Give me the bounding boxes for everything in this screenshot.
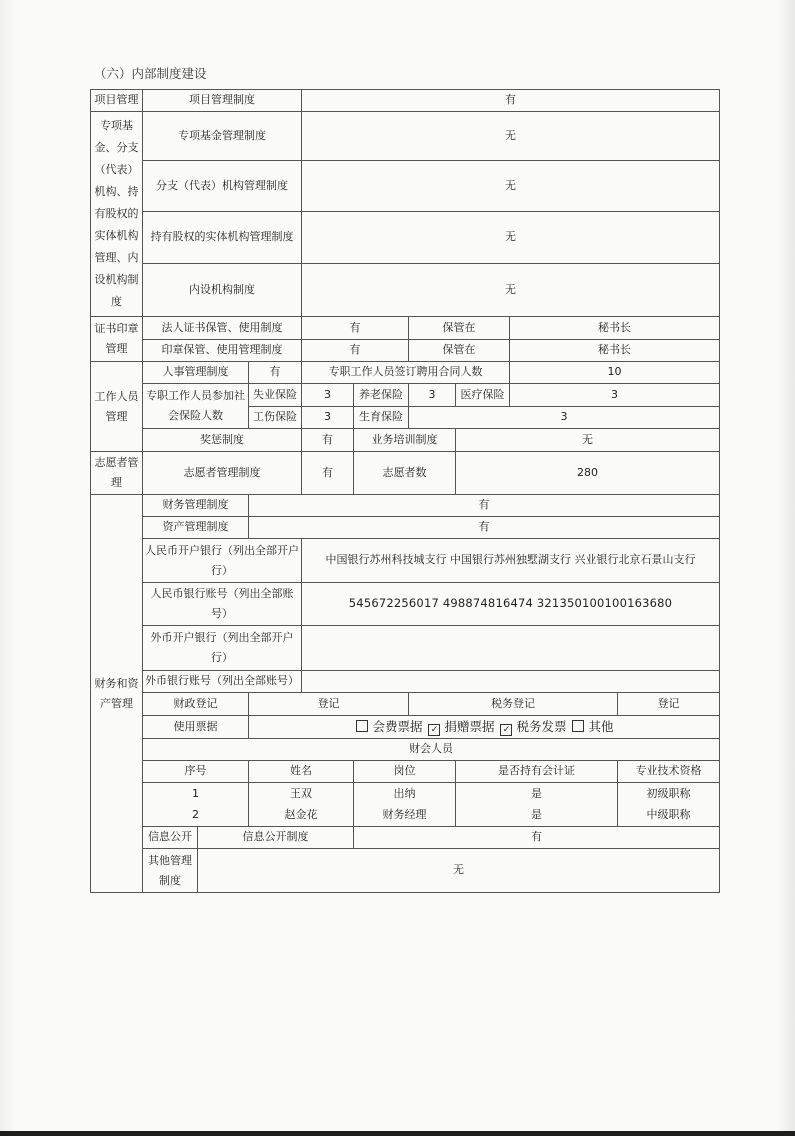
other-value: 无 xyxy=(198,849,720,893)
fin-value: 有 xyxy=(248,495,719,517)
hr-label: 人事管理制度 xyxy=(143,362,249,384)
tax-label: 税务登记 xyxy=(409,693,618,716)
medical-label: 医疗保险 xyxy=(456,384,510,407)
rmb-bank-value: 中国银行苏州科技城支行 中国银行苏州独墅湖支行 兴业银行北京石景山支行 xyxy=(302,539,720,583)
finance-category: 财务和资产管理 xyxy=(91,495,143,893)
acc-header-no: 序号 xyxy=(143,761,249,783)
acc-header-post: 岗位 xyxy=(354,761,456,783)
internal-system-table xyxy=(90,89,720,893)
special-item-4: 内设机构制度 xyxy=(143,264,302,317)
acc-row-1-title: 初级职称 xyxy=(618,783,720,805)
special-value-3: 无 xyxy=(302,212,720,264)
special-value-2: 无 xyxy=(302,161,720,212)
seal-keeper-2: 秘书长 xyxy=(510,340,720,362)
fin-label: 财务管理制度 xyxy=(143,495,249,517)
other-category: 其他管理制度 xyxy=(143,849,198,893)
project-item: 项目管理制度 xyxy=(143,90,302,112)
acc-row-1-post: 出纳 xyxy=(354,783,456,805)
special-category: 专项基金、分支（代表）机构、持有股权的实体机构管理、内设机构制度 xyxy=(91,112,143,317)
volunteer-count: 280 xyxy=(456,452,720,495)
ticket-label: 使用票据 xyxy=(143,716,249,739)
insured-label: 专职工作人员参加社会保险人数 xyxy=(143,384,249,429)
ticket-option-membership[interactable]: 会费票据 xyxy=(354,719,422,734)
volunteer-item: 志愿者管理制度 xyxy=(143,452,302,495)
fx-bank-label: 外币开户银行（列出全部开户行） xyxy=(143,626,302,671)
acc-row-1-no: 1 xyxy=(143,783,249,805)
asset-value: 有 xyxy=(248,517,719,539)
injury-label: 工伤保险 xyxy=(248,407,301,429)
maternity-value: 3 xyxy=(409,407,720,429)
special-item-1: 专项基金管理制度 xyxy=(143,112,302,161)
seal-value-2: 有 xyxy=(302,340,409,362)
checkbox-unchecked-icon[interactable] xyxy=(356,720,368,732)
page-bottom-edge xyxy=(0,1131,795,1136)
training-value: 无 xyxy=(456,429,720,452)
ticket-option-tax-invoice[interactable]: ✓ 税务发票 xyxy=(498,719,566,734)
contract-label: 专职工作人员签订聘用合同人数 xyxy=(302,362,510,384)
maternity-label: 生育保险 xyxy=(354,407,409,429)
rmb-bank-label: 人民币开户银行（列出全部开户行） xyxy=(143,539,302,583)
acc-row-1-name: 王双 xyxy=(248,783,353,805)
special-item-2: 分支（代表）机构管理制度 xyxy=(143,161,302,212)
contract-value: 10 xyxy=(510,362,720,384)
acc-header-certificate: 是否持有会计证 xyxy=(456,761,618,783)
special-value-4: 无 xyxy=(302,264,720,317)
reward-label: 奖惩制度 xyxy=(143,429,302,452)
pension-label: 养老保险 xyxy=(354,384,409,407)
acc-row-1-certificate: 是 xyxy=(456,783,618,805)
fx-account-label: 外币银行账号（列出全部账号） xyxy=(143,671,302,693)
acc-row-2-post: 财务经理 xyxy=(354,805,456,827)
seal-item-1: 法人证书保管、使用制度 xyxy=(143,317,302,340)
disclosure-item: 信息公开制度 xyxy=(198,827,354,849)
volunteer-value: 有 xyxy=(302,452,354,495)
acc-row-2-name: 赵金花 xyxy=(248,805,353,827)
project-category: 项目管理 xyxy=(91,90,143,112)
fiscal-value: 登记 xyxy=(248,693,408,716)
checkbox-checked-icon[interactable]: ✓ xyxy=(428,724,440,736)
project-value: 有 xyxy=(302,90,720,112)
seal-item-2: 印章保管、使用管理制度 xyxy=(143,340,302,362)
acc-header-title: 专业技术资格 xyxy=(618,761,720,783)
volunteer-count-label: 志愿者数 xyxy=(354,452,456,495)
special-value-1: 无 xyxy=(302,112,720,161)
seal-keeper-1: 秘书长 xyxy=(510,317,720,340)
reward-value: 有 xyxy=(302,429,354,452)
ticket-option-donation[interactable]: ✓ 捐赠票据 xyxy=(426,719,494,734)
rmb-account-value: 545672256017 498874816474 321350100100163680 xyxy=(302,583,720,626)
ticket-options xyxy=(248,716,719,739)
fx-account-value xyxy=(302,671,720,693)
acc-header-name: 姓名 xyxy=(248,761,353,783)
fiscal-label: 财政登记 xyxy=(143,693,249,716)
acc-row-2-no: 2 xyxy=(143,805,249,827)
disclosure-category: 信息公开 xyxy=(143,827,198,849)
volunteer-category: 志愿者管理 xyxy=(91,452,143,495)
rmb-account-label: 人民币银行账号（列出全部账号） xyxy=(143,583,302,626)
section-title: （六）内部制度建设 xyxy=(94,66,207,81)
special-item-3: 持有股权的实体机构管理制度 xyxy=(143,212,302,264)
injury-value: 3 xyxy=(302,407,354,429)
acc-row-2-title: 中级职称 xyxy=(618,805,720,827)
unemployment-value: 3 xyxy=(302,384,354,407)
disclosure-value: 有 xyxy=(354,827,720,849)
seal-category: 证书印章管理 xyxy=(91,317,143,362)
hr-value: 有 xyxy=(248,362,301,384)
fx-bank-value xyxy=(302,626,720,671)
checkbox-unchecked-icon[interactable] xyxy=(572,720,584,732)
tax-value: 登记 xyxy=(618,693,720,716)
medical-value: 3 xyxy=(510,384,720,407)
seal-value-1: 有 xyxy=(302,317,409,340)
unemployment-label: 失业保险 xyxy=(248,384,301,407)
seal-keeper-label-1: 保管在 xyxy=(409,317,510,340)
seal-keeper-label-2: 保管在 xyxy=(409,340,510,362)
accountants-title: 财会人员 xyxy=(143,739,720,761)
pension-value: 3 xyxy=(409,384,456,407)
ticket-option-other[interactable]: 其他 xyxy=(570,719,613,734)
asset-label: 资产管理制度 xyxy=(143,517,249,539)
acc-row-2-certificate: 是 xyxy=(456,805,618,827)
training-label: 业务培训制度 xyxy=(354,429,456,452)
staff-category: 工作人员管理 xyxy=(91,362,143,452)
checkbox-checked-icon[interactable]: ✓ xyxy=(500,724,512,736)
